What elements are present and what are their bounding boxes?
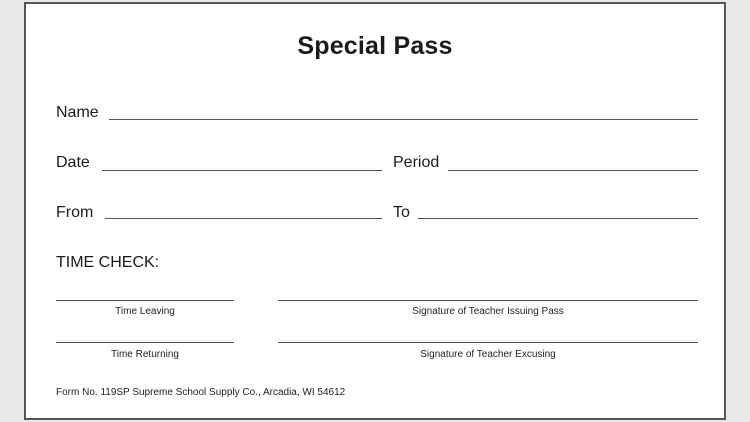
period-line[interactable] bbox=[448, 170, 698, 171]
from-line[interactable] bbox=[105, 218, 382, 219]
from-label: From bbox=[56, 204, 94, 221]
sig-excusing-caption: Signature of Teacher Excusing bbox=[420, 349, 556, 360]
time-leaving-line[interactable] bbox=[56, 300, 234, 301]
form-footer: Form No. 119SP Supreme School Supply Co., Arcadia, WI 54612 bbox=[56, 387, 346, 398]
time-check-heading: TIME CHECK: bbox=[56, 254, 160, 271]
time-leaving-caption: Time Leaving bbox=[115, 306, 175, 317]
time-returning-line[interactable] bbox=[56, 342, 234, 343]
name-line[interactable] bbox=[109, 119, 698, 120]
sig-issuing-line[interactable] bbox=[278, 300, 698, 301]
special-pass-form bbox=[24, 2, 726, 420]
form-title: Special Pass bbox=[297, 32, 453, 60]
date-label: Date bbox=[56, 154, 90, 171]
to-label: To bbox=[393, 204, 410, 221]
time-returning-caption: Time Returning bbox=[111, 349, 179, 360]
to-line[interactable] bbox=[418, 218, 698, 219]
sig-excusing-line[interactable] bbox=[278, 342, 698, 343]
sig-issuing-caption: Signature of Teacher Issuing Pass bbox=[412, 306, 564, 317]
date-line[interactable] bbox=[102, 170, 382, 171]
name-label: Name bbox=[56, 104, 99, 121]
period-label: Period bbox=[393, 154, 440, 171]
